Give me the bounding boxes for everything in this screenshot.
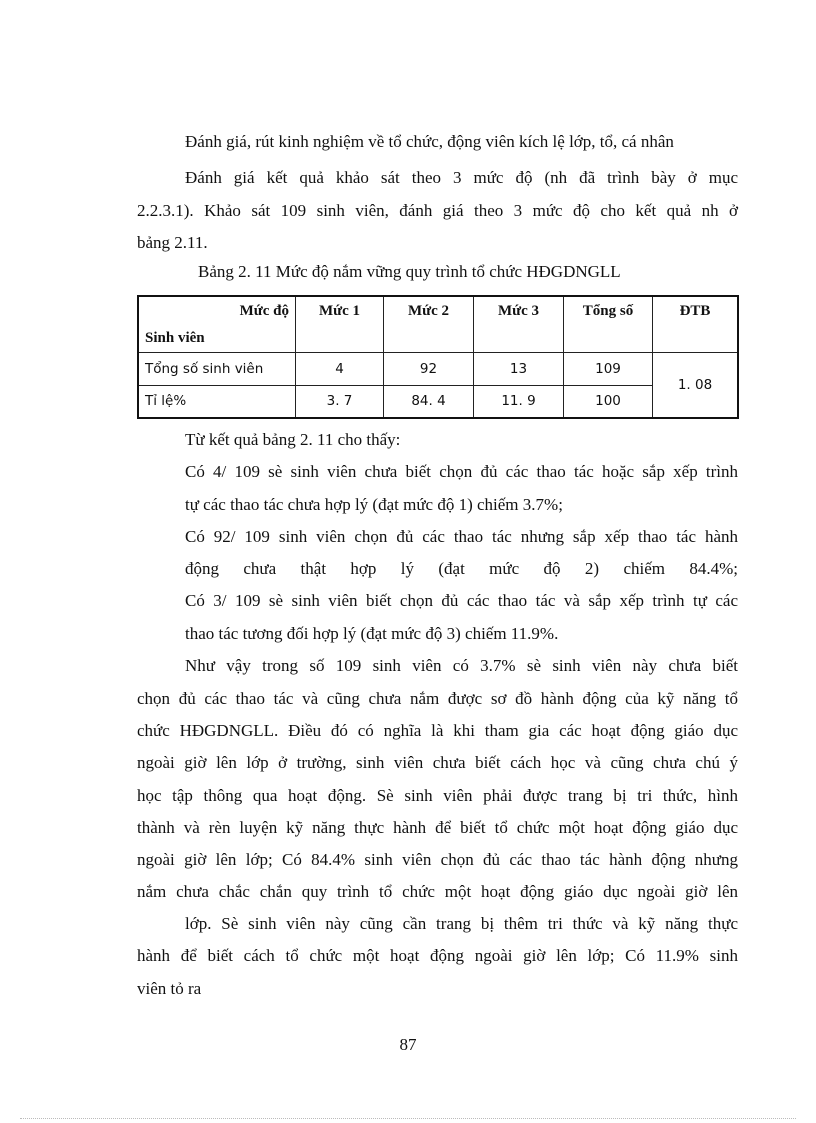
column-header: ĐTB (653, 296, 739, 352)
table-cell: 3. 7 (296, 385, 384, 418)
table-cell: 11. 9 (474, 385, 564, 418)
column-header: Mức 1 (296, 296, 384, 352)
paragraph-line: lớp. Sè sinh viên này cũng cần trang bị thêm tri thức và kỹ năng thực (185, 914, 738, 933)
paragraph-line: thao tác tương đối hợp lý (đạt mức độ 3) chiếm 11.9%. (185, 624, 559, 643)
paragraph-line: viên tỏ ra (137, 979, 202, 998)
table-caption: Bảng 2. 11 Mức độ nắm vững quy trình tổ chức HĐGDNGLL (198, 262, 621, 281)
paragraph-line: Có 4/ 109 sè sinh viên chưa biết chọn đủ các thao tác hoặc sắp xếp trình (185, 462, 738, 481)
paragraph-line: thành và rèn luyện kỹ năng thực hành để biết tổ chức một hoạt động giáo dục (137, 818, 738, 837)
paragraph-line: chức HĐGDNGLL. Điều đó có nghĩa là khi tham gia các hoạt động giáo dục (137, 721, 738, 740)
table-row (138, 352, 738, 385)
header-student-label: Sinh viên (145, 330, 205, 346)
table-cell: 92 (384, 352, 474, 385)
table-row (138, 385, 738, 418)
page-number: 87 (399, 1035, 417, 1054)
paragraph-line: nắm chưa chắc chắn quy trình tổ chức một hoạt động giáo dục ngoài giờ lên (137, 882, 738, 901)
row-label: Tổng số sinh viên (138, 352, 296, 385)
column-header: Mức 3 (474, 296, 564, 352)
table-cell: 84. 4 (384, 385, 474, 418)
table-header-row (138, 296, 738, 352)
paragraph-line: Như vậy trong số 109 sinh viên có 3.7% sè sinh viên này chưa biết (185, 656, 738, 675)
table-cell: 109 (564, 352, 653, 385)
paragraph-line: Đánh giá kết quả khảo sát theo 3 mức độ (nh đã trình bày ở mục (185, 168, 738, 187)
paragraph-line: hành để biết cách tổ chức một hoạt động ngoài giờ lên lớp; Có 11.9% sinh (137, 946, 738, 965)
table-cell: 100 (564, 385, 653, 418)
diagonal-header-cell (138, 296, 296, 352)
page-bottom-divider (20, 1118, 796, 1119)
column-header: Mức 2 (384, 296, 474, 352)
paragraph-line: ngoài giờ lên lớp ở trường, sinh viên chưa biết cách học và cũng chưa chú ý (137, 753, 738, 772)
row-label: Tỉ lệ% (138, 385, 296, 418)
column-header: Tổng số (564, 296, 653, 352)
paragraph-line: bảng 2.11. (137, 233, 208, 252)
paragraph-line: tự các thao tác chưa hợp lý (đạt mức độ 1) chiếm 3.7%; (185, 495, 563, 514)
paragraph-line: học tập thông qua hoạt động. Sè sinh viên phải được trang bị tri thức, hình (137, 786, 738, 805)
paragraph-line: động chưa thật hợp lý (đạt mức độ 2) chiếm 84.4%; (185, 559, 738, 578)
average-score-cell: 1. 08 (653, 352, 739, 418)
paragraph-line: Đánh giá, rút kinh nghiệm về tổ chức, động viên kích lệ lớp, tổ, cá nhân (185, 132, 674, 151)
table-cell: 4 (296, 352, 384, 385)
paragraph-line: 2.2.3.1). Khảo sát 109 sinh viên, đánh giá theo 3 mức độ cho kết quả nh ở (137, 201, 738, 220)
table-cell: 13 (474, 352, 564, 385)
paragraph-line: ngoài giờ lên lớp; Có 84.4% sinh viên chọn đủ các thao tác hành động nhưng (137, 850, 738, 869)
paragraph-line: Có 92/ 109 sinh viên chọn đủ các thao tác nhưng sắp xếp thao tác hành (185, 527, 738, 546)
paragraph-line: chọn đủ các thao tác và cũng chưa nắm được sơ đồ hành động của kỹ năng tổ (137, 689, 738, 708)
results-table (137, 295, 739, 419)
paragraph-line: Có 3/ 109 sè sinh viên biết chọn đủ các thao tác và sắp xếp trình tự các (185, 591, 738, 610)
paragraph-line: Từ kết quả bảng 2. 11 cho thấy: (185, 430, 401, 449)
header-level-label: Mức độ (239, 303, 289, 319)
